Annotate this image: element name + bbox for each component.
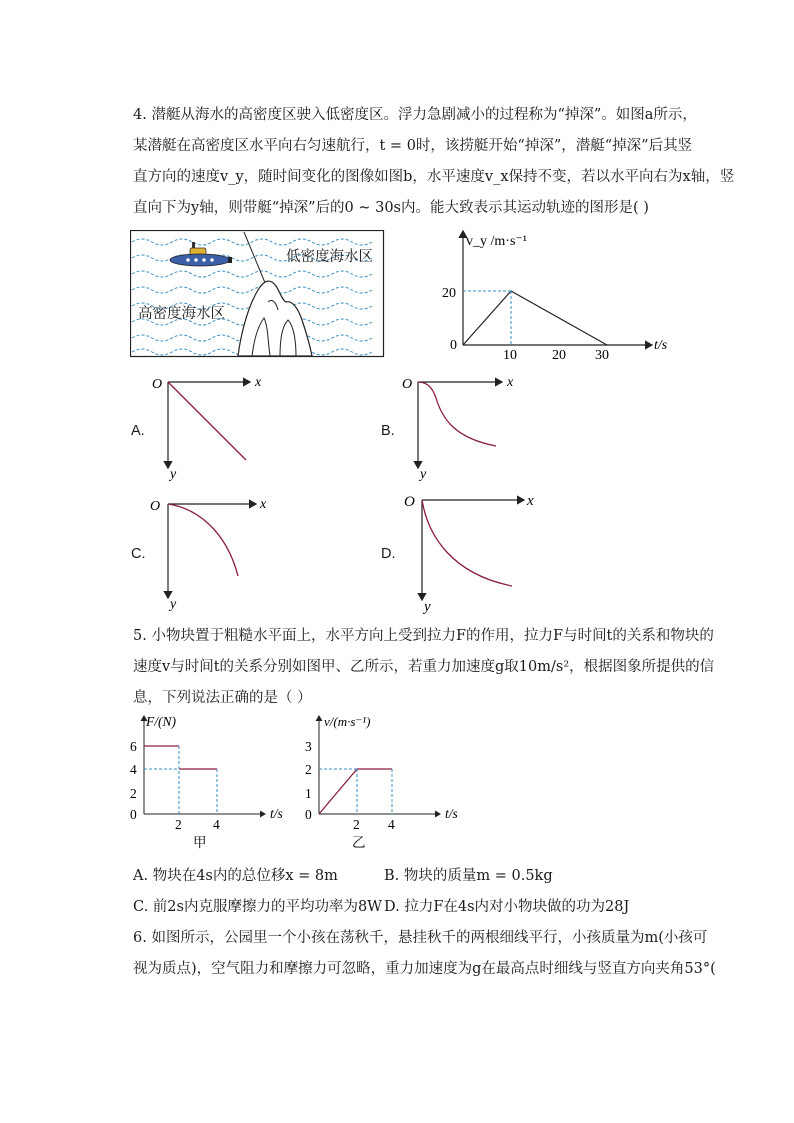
option-b-letter[interactable]: B. [381,423,395,439]
yi-ytick-2: 2 [305,762,312,777]
figure-b-vy-t-graph [440,225,680,360]
option-b-y: y [420,467,427,482]
yi-ylabel: v/(m·s⁻¹) [324,714,371,729]
q5-line-2: 速度v与时间t的关系分别如图甲、乙所示，若重力加速度g取10m/s²，根据图象所提供的信 [133,659,715,675]
q4-line-1: 4. 潜艇从海水的高密度区驶入低密度区。浮力急剧减小的过程称为“掉深”。如图a所示， [133,107,697,123]
yi-xlabel: t/s [445,806,458,821]
option-b-graph[interactable] [400,372,525,482]
jia-ylabel: F/(N) [146,714,176,729]
option-c-y: y [170,597,177,612]
fig-b-ytick-20: 20 [442,286,456,301]
fig-b-xtick-10: 10 [503,348,517,360]
option-c-origin: O [150,499,161,514]
option-c-letter[interactable]: C. [131,546,146,562]
label-low-density: 低密度海水区 [286,249,373,265]
option-a-y: y [170,467,177,482]
option-a-graph[interactable] [150,372,270,482]
q5-line-3: 息，下列说法正确的是（ ） [133,690,312,706]
fig-b-ylabel: v_y /m·s⁻¹ [466,234,527,249]
jia-ytick-0: 0 [130,807,137,822]
q4-line-3: 直方向的速度v_y，随时间变化的图像如图b，水平速度v_x保持不变，若以水平向右为x轴，竖 [133,169,735,185]
label-high-density: 高密度海水区 [138,306,225,322]
graph-yi-velocity-time [300,712,470,852]
jia-ytick-2: 2 [130,786,137,801]
q4-line-2: 某潜艇在高密度区水平向右匀速航行，t = 0时，该捞艇开始“掉深”，潜艇“掉深”后其竖 [133,138,693,154]
jia-ytick-4: 4 [130,762,137,777]
option-a-x: x [255,375,262,390]
fig-b-origin: 0 [450,338,457,353]
option-d-origin: O [404,494,415,510]
option-a-letter[interactable]: A. [131,423,145,439]
q6-line-1: 6. 如图所示，公园里一个小孩在荡秋千，悬挂秋千的两根细线平行，小孩质量为m(小孩可 [133,930,708,946]
yi-xtick-2: 2 [353,817,360,832]
option-d-x: x [527,493,534,509]
yi-ytick-0: 0 [305,807,312,822]
option-c-x: x [260,497,267,512]
option-d-graph[interactable] [400,488,545,614]
option-c-graph[interactable] [150,494,275,612]
yi-ytick-3: 3 [305,739,312,754]
jia-xtick-4: 4 [213,817,220,832]
q5-option-c[interactable]: C. 前2s内克服摩擦力的平均功率为8W [133,899,383,915]
fig-b-xtick-20: 20 [552,348,566,360]
graph-jia-force-time [125,712,295,852]
jia-xlabel: t/s [270,806,283,821]
fig-b-xlabel: t/s [654,338,668,353]
figure-a-submarine-scene [130,230,385,358]
option-a-origin: O [152,377,163,392]
q5-option-d[interactable]: D. 拉力F在4s内对小物块做的功为28J [384,899,630,915]
option-b-x: x [507,375,514,390]
q5-option-b[interactable]: B. 物块的质量m = 0.5kg [384,868,553,884]
yi-xtick-4: 4 [388,817,395,832]
jia-ytick-6: 6 [130,739,137,754]
q5-line-1: 5. 小物块置于粗糙水平面上，水平方向上受到拉力F的作用，拉力F与时间t的关系和物块的 [133,628,714,644]
jia-xtick-2: 2 [175,817,182,832]
q6-line-2: 视为质点)，空气阻力和摩擦力可忽略，重力加速度为g在最高点时细线与竖直方向夹角53°( [133,961,716,977]
yi-caption: 乙 [352,835,366,850]
q4-line-4: 直向下为y轴，则带艇“掉深”后的0 ~ 30s内。能大致表示其运动轨迹的图形是( ) [133,200,649,216]
fig-b-xtick-30: 30 [595,348,609,360]
option-d-letter[interactable]: D. [381,546,396,562]
jia-caption: 甲 [193,835,207,850]
yi-ytick-1: 1 [305,786,312,801]
q5-option-a[interactable]: A. 物块在4s内的总位移x = 8m [133,868,338,884]
option-b-origin: O [402,377,413,392]
option-d-y: y [424,599,431,614]
